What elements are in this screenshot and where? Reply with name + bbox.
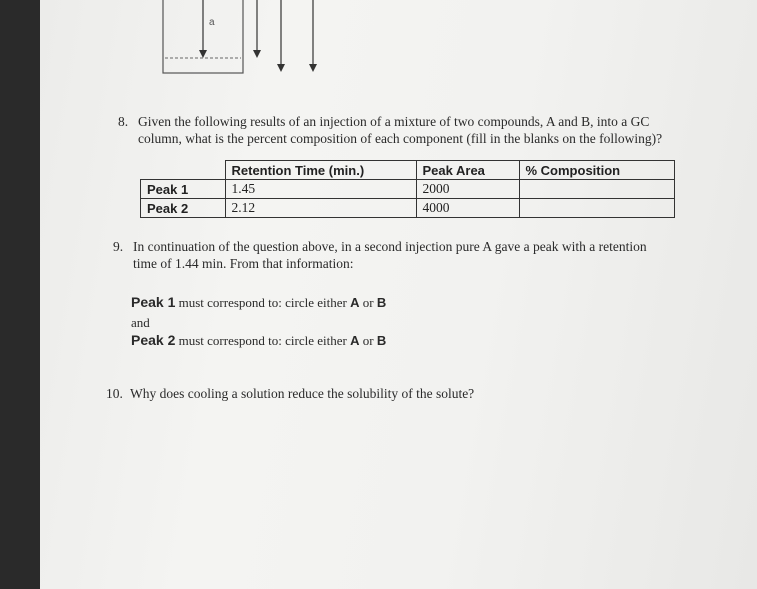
peak1-text: must correspond to: circle either	[178, 295, 347, 310]
question-text-line1: In continuation of the question above, in a second injection pure A gave a peak with a retention	[133, 239, 647, 254]
peak1-label: Peak 1	[131, 294, 176, 310]
cell-area-peak1: 2000	[416, 180, 519, 199]
question-number: 8.	[118, 114, 129, 129]
cell-composition-peak1[interactable]	[519, 180, 674, 199]
peak1-statement	[131, 294, 386, 311]
cell-area-peak2: 4000	[416, 199, 519, 218]
arrow-head-4	[309, 64, 317, 72]
peak2-option-a[interactable]: A	[350, 333, 360, 348]
peak2-or: or	[362, 333, 374, 348]
arrow-head-a	[199, 50, 207, 58]
peak2-option-b[interactable]: B	[376, 333, 387, 348]
question-10	[106, 385, 706, 402]
table-row	[141, 180, 675, 199]
peak1-or: or	[362, 295, 374, 310]
arrow-head-3	[277, 64, 285, 72]
table-header-row	[141, 161, 675, 180]
and-text: and	[131, 315, 150, 330]
peak1-option-b[interactable]: B	[376, 295, 387, 310]
peak2-label: Peak 2	[131, 332, 176, 348]
question-text-line1: Given the following results of an injection of a mixture of two compounds, A and B, into a GC	[138, 114, 650, 129]
question-number: 9.	[113, 239, 124, 254]
cell-retention-peak1: 1.45	[225, 180, 416, 199]
row-label-peak2: Peak 2	[141, 199, 226, 218]
header-peak-area: Peak Area	[416, 161, 519, 180]
question-text: Why does cooling a solution reduce the solubility of the solute?	[130, 386, 475, 401]
cell-composition-peak2[interactable]	[519, 199, 674, 218]
question-9	[113, 238, 723, 272]
table-corner	[141, 161, 226, 180]
cell-retention-peak2: 2.12	[225, 199, 416, 218]
column-sketch	[0, 0, 757, 100]
arrow-head-2	[253, 50, 261, 58]
header-retention-time: Retention Time (min.)	[225, 161, 416, 180]
question-text-line2: column, what is the percent composition of each component (fill in the blanks on the following)?	[138, 131, 663, 146]
gc-results-table	[140, 160, 675, 218]
question-text-line2: time of 1.44 min. From that information:	[133, 256, 354, 271]
question-number: 10.	[106, 386, 123, 401]
peak1-option-a[interactable]: A	[350, 295, 360, 310]
table-row	[141, 199, 675, 218]
header-percent-composition: % Composition	[519, 161, 674, 180]
peak2-text: must correspond to: circle either	[178, 333, 347, 348]
question-8	[118, 113, 718, 147]
peak2-statement	[131, 332, 386, 349]
row-label-peak1: Peak 1	[141, 180, 226, 199]
sketch-label: a	[209, 17, 215, 28]
